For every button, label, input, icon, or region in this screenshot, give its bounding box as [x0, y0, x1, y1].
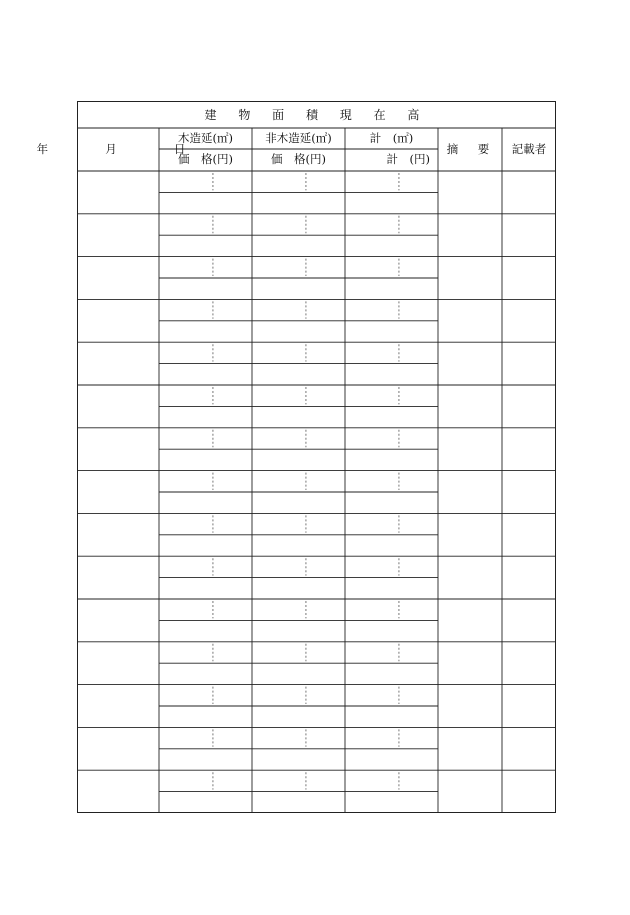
header-nonwood-value: 価 格(円) — [271, 152, 326, 167]
header-nonwood-area: 非木造延(㎡) — [265, 130, 332, 145]
header-wood-value: 価 格(円) — [178, 152, 233, 167]
header-summary: 摘 要 — [446, 141, 494, 156]
ledger-grid — [36, 101, 556, 813]
building-area-ledger-table — [36, 101, 556, 813]
header-wood-area: 木造延(㎡) — [178, 130, 233, 145]
header-total-value: 計 (円) — [386, 152, 430, 167]
header-date: 年 月 日 — [36, 141, 200, 156]
ledger-title: 建 物 面 積 現 在 高 — [204, 107, 429, 122]
header-total-area: 計 (㎡) — [369, 130, 414, 145]
header-recorder: 記載者 — [511, 141, 547, 156]
